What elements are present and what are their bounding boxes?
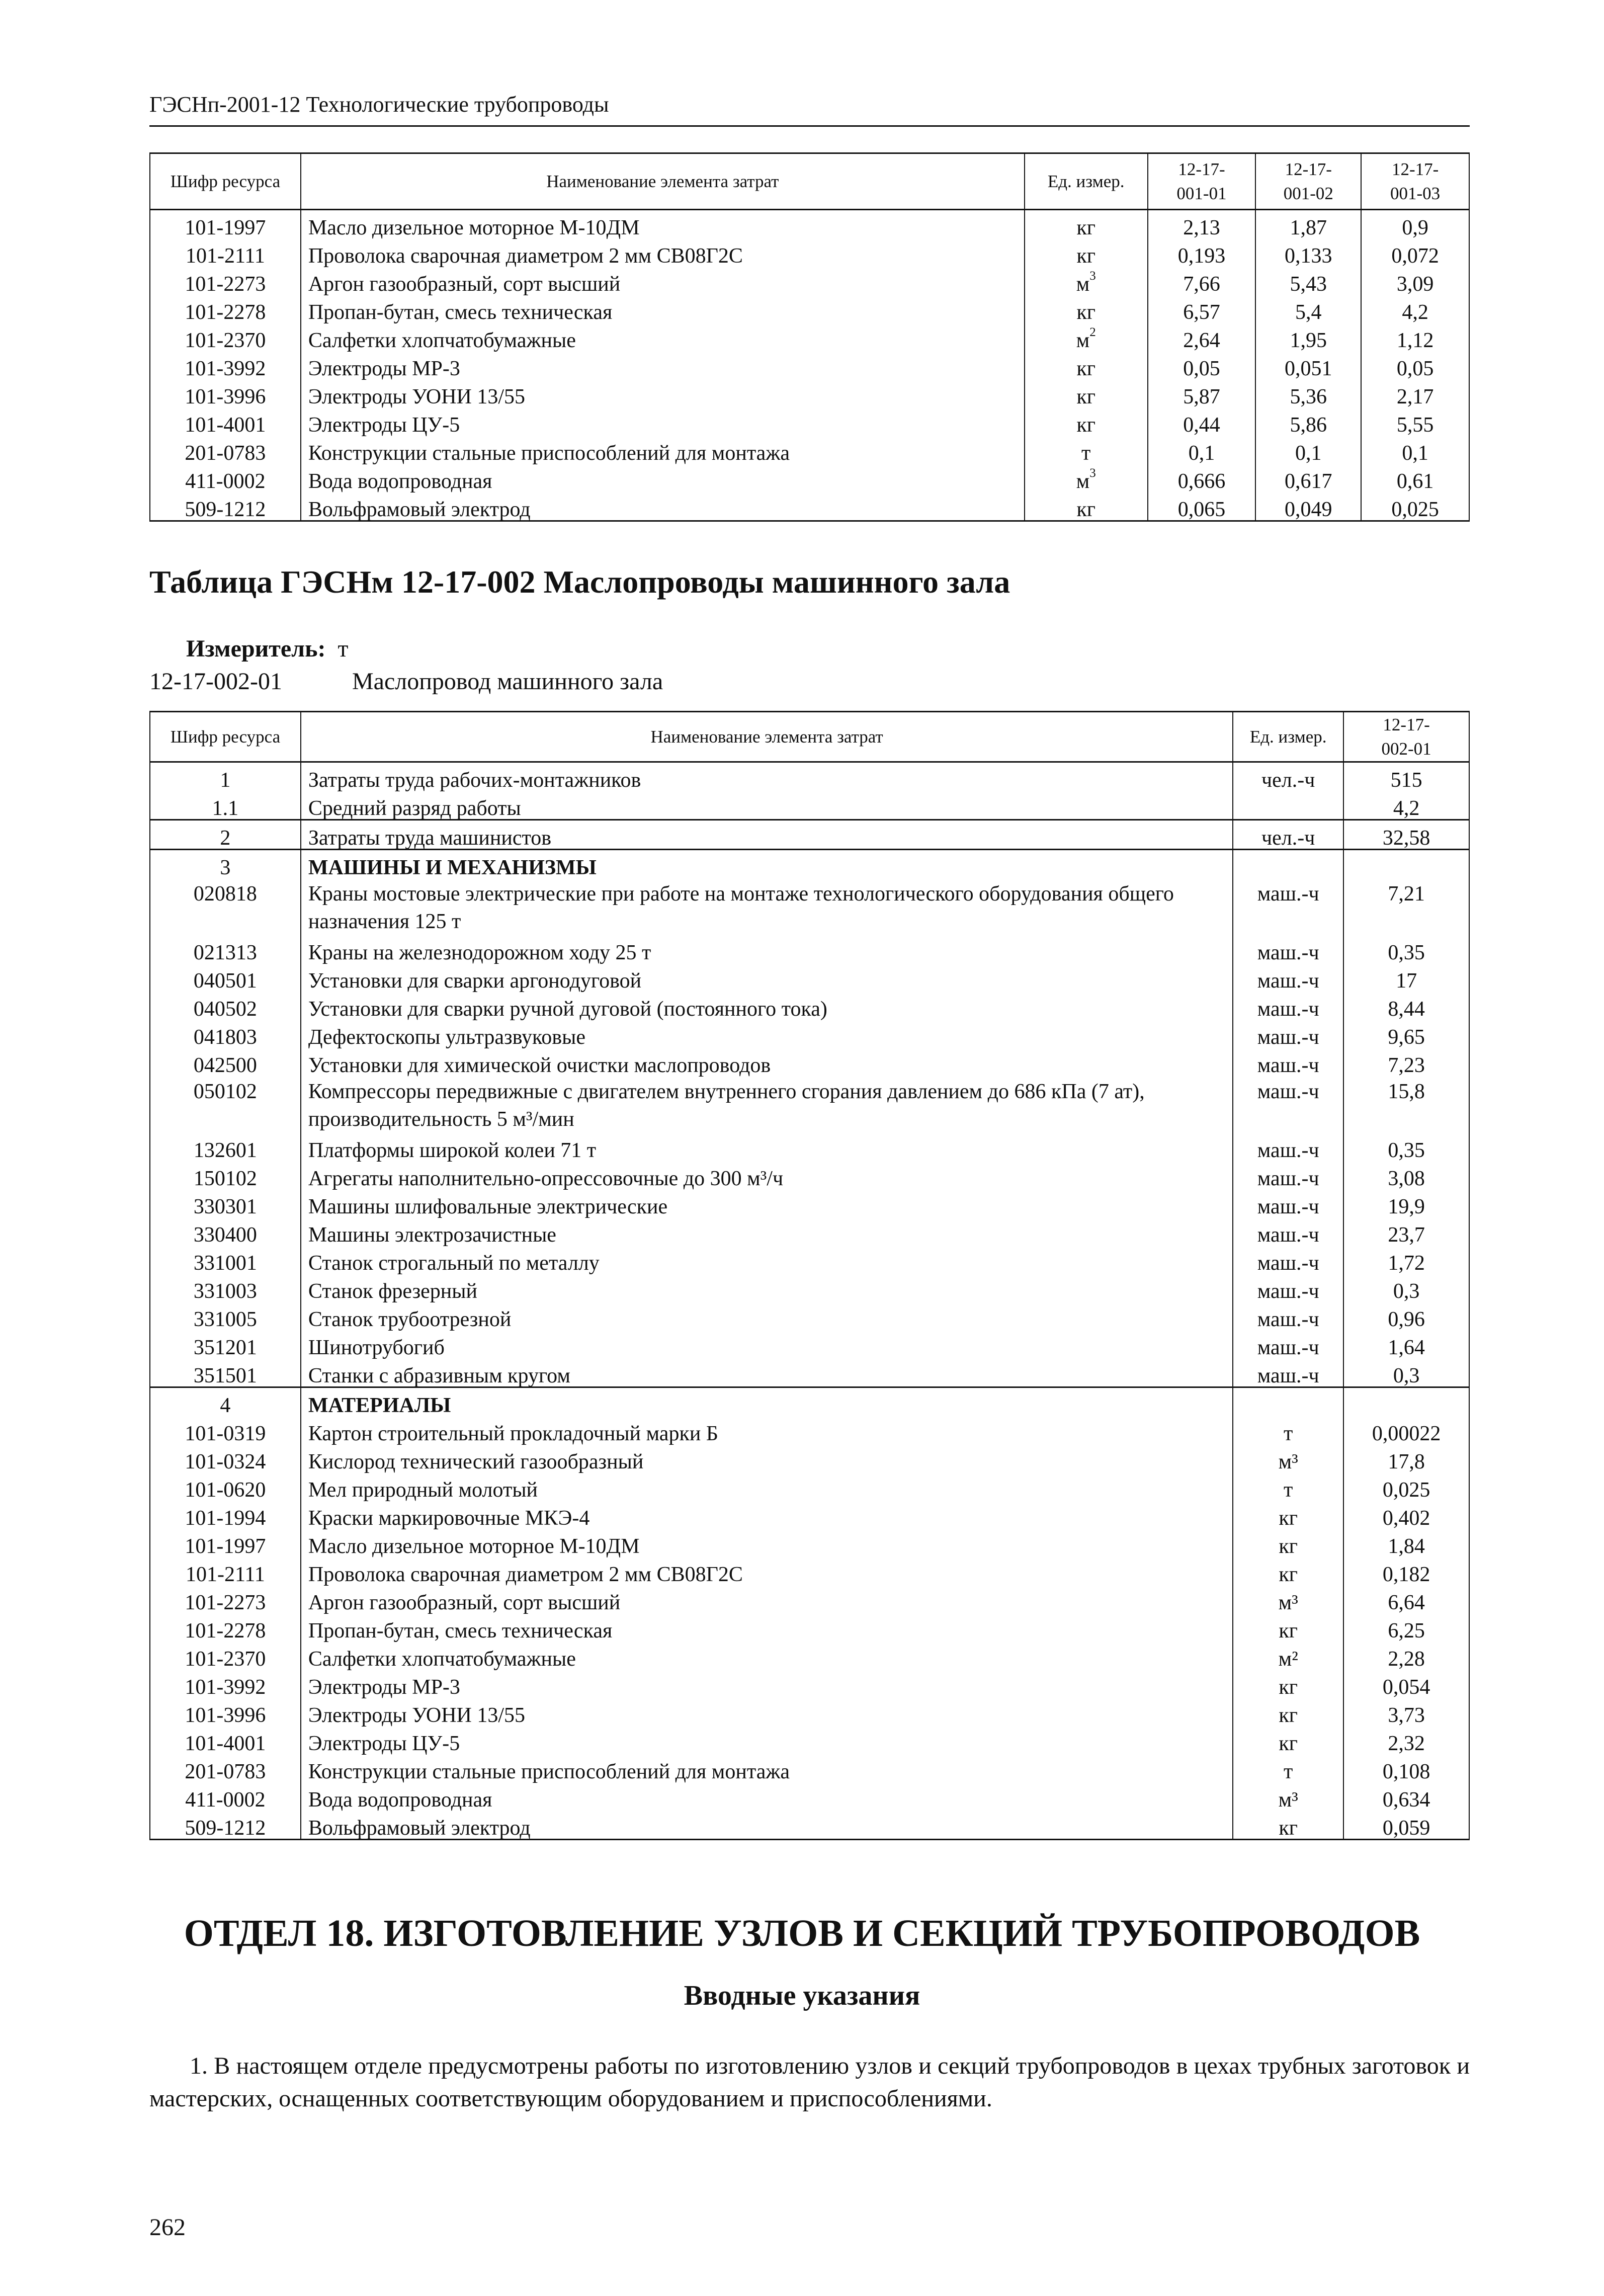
value-cell-002-01: 0,402 xyxy=(1343,1501,1469,1529)
unit-cell xyxy=(1025,210,1148,239)
unit-text: м xyxy=(1076,470,1090,493)
table-row xyxy=(150,1529,1469,1557)
unit-cell xyxy=(1025,351,1148,379)
unit-cell xyxy=(1233,850,1343,879)
resource-code-cell: 101-3996 xyxy=(150,379,301,407)
resource-code-cell: 3 xyxy=(150,850,301,879)
resource-name-cell: Машины электрозачистные xyxy=(301,1217,1233,1246)
table-row xyxy=(150,992,1469,1020)
resource-name-cell: Электроды МР-3 xyxy=(301,351,1025,379)
table-row xyxy=(150,1444,1469,1472)
unit-cell: т xyxy=(1233,1754,1343,1782)
unit-text: кг xyxy=(1076,244,1096,268)
value-cell-001-01: 0,05 xyxy=(1148,351,1256,379)
table-row xyxy=(150,1274,1469,1302)
unit-cell: маш.-ч xyxy=(1233,1189,1343,1217)
measure-value: т xyxy=(337,635,349,662)
table-row xyxy=(150,407,1469,436)
unit-cell: чел.-ч xyxy=(1233,820,1343,850)
resource-code-cell: 330301 xyxy=(150,1189,301,1217)
unit-cell xyxy=(1025,407,1148,436)
value-cell-002-01: 4,2 xyxy=(1343,791,1469,820)
resource-name-cell: Пропан-бутан, смесь техническая xyxy=(301,1613,1233,1642)
unit-cell: маш.-ч xyxy=(1233,1302,1343,1330)
unit-cell: т xyxy=(1233,1472,1343,1501)
value-cell-001-03: 0,05 xyxy=(1361,351,1469,379)
unit-cell: кг xyxy=(1233,1613,1343,1642)
resource-name-cell: Проволока сварочная диаметром 2 мм СВ08Г2С xyxy=(301,238,1025,267)
table-row xyxy=(150,267,1469,295)
resource-name-cell: Салфетки хлопчатобумажные xyxy=(301,323,1025,351)
value-cell-001-02: 0,133 xyxy=(1255,238,1361,267)
resource-code-cell: 101-0620 xyxy=(150,1472,301,1501)
unit-cell: маш.-ч xyxy=(1233,935,1343,963)
resource-name-cell: Кислород технический газообразный xyxy=(301,1444,1233,1472)
resource-name-cell: Краны мостовые электрические при работе на монтаже технологического оборудования общего назначения 125 т xyxy=(301,878,1233,935)
value-cell-001-01: 0,666 xyxy=(1148,464,1256,492)
resource-name-cell: Электроды ЦУ-5 xyxy=(301,407,1025,436)
unit-text: кг xyxy=(1076,357,1096,380)
unit-cell: маш.-ч xyxy=(1233,1330,1343,1358)
table-row xyxy=(150,436,1469,464)
table-row xyxy=(150,1416,1469,1444)
resource-name-cell: Масло дизельное моторное М-10ДМ xyxy=(301,1529,1233,1557)
resource-name-cell: Проволока сварочная диаметром 2 мм СВ08Г2С xyxy=(301,1557,1233,1585)
unit-text: кг xyxy=(1076,498,1096,521)
unit-text: т xyxy=(1081,442,1091,465)
resource-name-cell: Агрегаты наполнительно-опрессовочные до 300 м³/ч xyxy=(301,1161,1233,1189)
value-cell-002-01: 0,054 xyxy=(1343,1670,1469,1698)
resource-code-cell: 351201 xyxy=(150,1330,301,1358)
resource-code-cell: 101-3996 xyxy=(150,1698,301,1726)
unit-cell: маш.-ч xyxy=(1233,1133,1343,1161)
resource-code-cell: 101-2273 xyxy=(150,1585,301,1613)
resource-code-cell: 201-0783 xyxy=(150,1754,301,1782)
unit-cell: кг xyxy=(1233,1529,1343,1557)
value-cell-001-02: 5,4 xyxy=(1255,295,1361,323)
resource-code-cell: 101-3992 xyxy=(150,351,301,379)
table-row xyxy=(150,1302,1469,1330)
page-number: 262 xyxy=(149,2214,186,2241)
resource-code-cell: 201-0783 xyxy=(150,436,301,464)
value-cell-002-01: 7,21 xyxy=(1343,878,1469,935)
col-header-unit: Ед. измер. xyxy=(1025,153,1148,210)
value-cell-002-01: 0,00022 xyxy=(1343,1416,1469,1444)
resource-name-cell: Станки с абразивным кругом xyxy=(301,1358,1233,1387)
value-cell-001-02: 0,049 xyxy=(1255,492,1361,521)
table-header-row xyxy=(150,153,1469,210)
value-cell-001-02: 0,051 xyxy=(1255,351,1361,379)
value-cell-001-01: 7,66 xyxy=(1148,267,1256,295)
col-header-v1: 12-17- 002-01 xyxy=(1343,712,1469,762)
table-row xyxy=(150,492,1469,521)
resource-code-cell: 132601 xyxy=(150,1133,301,1161)
unit-cell: кг xyxy=(1233,1811,1343,1840)
resource-name-cell: Вольфрамовый электрод xyxy=(301,1811,1233,1840)
table-row xyxy=(150,1133,1469,1161)
unit-cell: маш.-ч xyxy=(1233,963,1343,992)
value-cell-001-01: 0,44 xyxy=(1148,407,1256,436)
unit-exponent: 3 xyxy=(1089,466,1096,480)
unit-cell: маш.-ч xyxy=(1233,1246,1343,1274)
value-cell-002-01: 0,3 xyxy=(1343,1274,1469,1302)
resource-name-cell: Затраты труда машинистов xyxy=(301,820,1233,850)
value-cell-001-03: 1,12 xyxy=(1361,323,1469,351)
resource-name-cell: Станок строгальный по металлу xyxy=(301,1246,1233,1274)
resource-name-cell: Конструкции стальные приспособлений для монтажа xyxy=(301,1754,1233,1782)
resource-name-cell: Станок фрезерный xyxy=(301,1274,1233,1302)
unit-cell: м² xyxy=(1233,1642,1343,1670)
resource-code-cell: 411-0002 xyxy=(150,464,301,492)
resource-name-cell: Мел природный молотый xyxy=(301,1472,1233,1501)
resource-code-cell: 021313 xyxy=(150,935,301,963)
unit-cell: кг xyxy=(1233,1698,1343,1726)
resource-code-cell: 411-0002 xyxy=(150,1782,301,1811)
value-cell-002-01: 0,182 xyxy=(1343,1557,1469,1585)
value-cell-002-01: 3,73 xyxy=(1343,1698,1469,1726)
table-row xyxy=(150,238,1469,267)
unit-cell: маш.-ч xyxy=(1233,1274,1343,1302)
resource-code-cell: 351501 xyxy=(150,1358,301,1387)
table-row xyxy=(150,1020,1469,1048)
unit-cell xyxy=(1233,791,1343,820)
resource-name-cell: Электроды УОНИ 13/55 xyxy=(301,1698,1233,1726)
unit-cell: маш.-ч xyxy=(1233,1020,1343,1048)
resource-name-cell: Машины шлифовальные электрические xyxy=(301,1189,1233,1217)
resource-code-cell: 101-1994 xyxy=(150,1501,301,1529)
value-cell-002-01: 9,65 xyxy=(1343,1020,1469,1048)
value-cell-002-01: 0,108 xyxy=(1343,1754,1469,1782)
value-cell-001-02: 1,87 xyxy=(1255,210,1361,239)
unit-text: м xyxy=(1076,273,1090,296)
table-row xyxy=(150,295,1469,323)
resource-name-cell: Станок трубоотрезной xyxy=(301,1302,1233,1330)
unit-cell xyxy=(1025,464,1148,492)
table-row xyxy=(150,1472,1469,1501)
value-cell-002-01: 515 xyxy=(1343,762,1469,791)
table-row xyxy=(150,1048,1469,1076)
table-row xyxy=(150,1698,1469,1726)
resource-code-cell: 101-3992 xyxy=(150,1670,301,1698)
resource-code-cell: 1.1 xyxy=(150,791,301,820)
value-cell-001-01: 5,87 xyxy=(1148,379,1256,407)
resource-code-cell: 150102 xyxy=(150,1161,301,1189)
resource-name-cell: Затраты труда рабочих-монтажников xyxy=(301,762,1233,791)
resource-code-cell: 050102 xyxy=(150,1076,301,1133)
resource-code-cell: 330400 xyxy=(150,1217,301,1246)
col-header-unit: Ед. измер. xyxy=(1233,712,1343,762)
value-cell-002-01: 19,9 xyxy=(1343,1189,1469,1217)
value-cell-002-01: 6,64 xyxy=(1343,1585,1469,1613)
table-row xyxy=(150,963,1469,992)
resource-code-cell: 101-1997 xyxy=(150,210,301,239)
table-row xyxy=(150,210,1469,239)
resource-code-cell: 2 xyxy=(150,820,301,850)
value-cell-001-03: 0,1 xyxy=(1361,436,1469,464)
resource-code-cell: 331005 xyxy=(150,1302,301,1330)
value-cell-002-01: 17 xyxy=(1343,963,1469,992)
resource-code-cell: 101-4001 xyxy=(150,407,301,436)
resource-code-cell: 101-2273 xyxy=(150,267,301,295)
resource-name-cell: Установки для химической очистки маслопроводов xyxy=(301,1048,1233,1076)
value-cell-001-02: 0,1 xyxy=(1255,436,1361,464)
unit-cell xyxy=(1025,492,1148,521)
value-cell-001-03: 5,55 xyxy=(1361,407,1469,436)
value-cell-002-01 xyxy=(1343,850,1469,879)
value-cell-002-01: 1,64 xyxy=(1343,1330,1469,1358)
value-cell-001-01: 0,193 xyxy=(1148,238,1256,267)
unit-text: кг xyxy=(1076,385,1096,408)
table-row xyxy=(150,1811,1469,1840)
value-cell-001-02: 1,95 xyxy=(1255,323,1361,351)
col-header-v3: 12-17- 001-03 xyxy=(1361,153,1469,210)
table-row xyxy=(150,1642,1469,1670)
col-header-code: Шифр ресурса xyxy=(150,712,301,762)
table-row xyxy=(150,935,1469,963)
unit-cell xyxy=(1025,238,1148,267)
table-row xyxy=(150,1246,1469,1274)
resource-code-cell: 4 xyxy=(150,1387,301,1417)
resource-name-cell: Аргон газообразный, сорт высший xyxy=(301,267,1025,295)
resource-code-cell: 101-2111 xyxy=(150,1557,301,1585)
col-header-code: Шифр ресурса xyxy=(150,153,301,210)
resource-code-cell: 041803 xyxy=(150,1020,301,1048)
resource-code-cell: 042500 xyxy=(150,1048,301,1076)
unit-text: кг xyxy=(1076,301,1096,324)
unit-cell xyxy=(1025,323,1148,351)
table-row xyxy=(150,1330,1469,1358)
unit-text: м xyxy=(1076,329,1090,352)
measure-line xyxy=(186,635,348,663)
value-cell-002-01: 0,634 xyxy=(1343,1782,1469,1811)
resource-name-cell: Краны на железнодорожном ходу 25 т xyxy=(301,935,1233,963)
table-header-row xyxy=(150,712,1469,762)
unit-cell: маш.-ч xyxy=(1233,1161,1343,1189)
value-cell-002-01: 32,58 xyxy=(1343,820,1469,850)
table-row xyxy=(150,1585,1469,1613)
resource-code-cell: 101-4001 xyxy=(150,1726,301,1754)
unit-cell: маш.-ч xyxy=(1233,878,1343,935)
table-row xyxy=(150,762,1469,791)
value-cell-002-01: 0,059 xyxy=(1343,1811,1469,1840)
value-cell-002-01: 1,72 xyxy=(1343,1246,1469,1274)
resource-name-cell: Электроды УОНИ 13/55 xyxy=(301,379,1025,407)
resource-name-cell: МАШИНЫ И МЕХАНИЗМЫ xyxy=(301,850,1233,879)
resource-name-cell: Электроды ЦУ-5 xyxy=(301,1726,1233,1754)
resource-code-cell: 101-0324 xyxy=(150,1444,301,1472)
table-row xyxy=(150,351,1469,379)
col-header-name: Наименование элемента затрат xyxy=(301,712,1233,762)
value-cell-002-01: 2,32 xyxy=(1343,1726,1469,1754)
resource-name-cell: МАТЕРИАЛЫ xyxy=(301,1387,1233,1417)
measure-label: Измеритель: xyxy=(186,635,326,662)
value-cell-001-02: 0,617 xyxy=(1255,464,1361,492)
value-cell-001-03: 0,61 xyxy=(1361,464,1469,492)
value-cell-002-01: 1,84 xyxy=(1343,1529,1469,1557)
value-cell-002-01: 3,08 xyxy=(1343,1161,1469,1189)
unit-cell: кг xyxy=(1233,1557,1343,1585)
unit-cell xyxy=(1025,436,1148,464)
value-cell-002-01: 0,35 xyxy=(1343,1133,1469,1161)
unit-exponent: 3 xyxy=(1089,269,1096,283)
resource-name-cell: Дефектоскопы ультразвуковые xyxy=(301,1020,1233,1048)
resource-code-cell: 101-2111 xyxy=(150,238,301,267)
value-cell-001-03: 2,17 xyxy=(1361,379,1469,407)
value-cell-002-01: 23,7 xyxy=(1343,1217,1469,1246)
table-row xyxy=(150,1754,1469,1782)
resource-code-cell: 101-2278 xyxy=(150,295,301,323)
value-cell-002-01: 0,35 xyxy=(1343,935,1469,963)
unit-cell xyxy=(1025,295,1148,323)
table-row xyxy=(150,1161,1469,1189)
value-cell-002-01: 8,44 xyxy=(1343,992,1469,1020)
value-cell-001-03: 4,2 xyxy=(1361,295,1469,323)
table-row xyxy=(150,1670,1469,1698)
unit-cell: т xyxy=(1233,1416,1343,1444)
value-cell-001-01: 2,64 xyxy=(1148,323,1256,351)
value-cell-001-02: 5,43 xyxy=(1255,267,1361,295)
value-cell-001-01: 2,13 xyxy=(1148,210,1256,239)
resource-name-cell: Конструкции стальные приспособлений для монтажа xyxy=(301,436,1025,464)
value-cell-001-03: 0,072 xyxy=(1361,238,1469,267)
value-cell-002-01: 0,3 xyxy=(1343,1358,1469,1387)
unit-cell: маш.-ч xyxy=(1233,1076,1343,1133)
table-row xyxy=(150,1217,1469,1246)
resource-code-cell: 020818 xyxy=(150,878,301,935)
table-row xyxy=(150,1557,1469,1585)
col-header-v1: 12-17- 001-01 xyxy=(1148,153,1256,210)
resource-name-cell: Масло дизельное моторное М-10ДМ xyxy=(301,210,1025,239)
resource-table-002 xyxy=(149,711,1470,1840)
table-row xyxy=(150,1726,1469,1754)
unit-text: кг xyxy=(1076,216,1096,239)
table-row xyxy=(150,379,1469,407)
unit-cell: м³ xyxy=(1233,1585,1343,1613)
resource-name-cell: Вода водопроводная xyxy=(301,464,1025,492)
resource-code-cell: 101-2278 xyxy=(150,1613,301,1642)
table2-title: Таблица ГЭСНм 12-17-002 Маслопроводы машинного зала xyxy=(149,564,1010,600)
value-cell-001-01: 6,57 xyxy=(1148,295,1256,323)
value-cell-001-01: 0,065 xyxy=(1148,492,1256,521)
unit-cell: маш.-ч xyxy=(1233,1358,1343,1387)
running-header: ГЭСНп-2001-12 Технологические трубопроводы xyxy=(149,92,609,117)
col-header-name: Наименование элемента затрат xyxy=(301,153,1025,210)
section-subtitle: Вводные указания xyxy=(684,1980,920,2011)
resource-code-cell: 1 xyxy=(150,762,301,791)
resource-code-cell: 101-2370 xyxy=(150,1642,301,1670)
col-header-v2: 12-17- 001-02 xyxy=(1255,153,1361,210)
unit-cell: м³ xyxy=(1233,1444,1343,1472)
value-cell-001-03: 0,9 xyxy=(1361,210,1469,239)
value-cell-001-02: 5,36 xyxy=(1255,379,1361,407)
table-row xyxy=(150,878,1469,935)
unit-cell xyxy=(1025,379,1148,407)
resource-name-cell: Средний разряд работы xyxy=(301,791,1233,820)
unit-cell: чел.-ч xyxy=(1233,762,1343,791)
table-row xyxy=(150,1189,1469,1217)
resource-name-cell: Компрессоры передвижные с двигателем внутреннего сгорания давлением до 686 кПа (7 ат), производительность 5 м³/мин xyxy=(301,1076,1233,1133)
unit-cell: маш.-ч xyxy=(1233,1217,1343,1246)
resource-name-cell: Пропан-бутан, смесь техническая xyxy=(301,295,1025,323)
resource-name-cell: Вода водопроводная xyxy=(301,1782,1233,1811)
unit-cell xyxy=(1025,267,1148,295)
unit-cell: м³ xyxy=(1233,1782,1343,1811)
resource-code-cell: 331001 xyxy=(150,1246,301,1274)
resource-code-cell: 509-1212 xyxy=(150,1811,301,1840)
resource-code-cell: 101-0319 xyxy=(150,1416,301,1444)
resource-name-cell: Установки для сварки ручной дуговой (постоянного тока) xyxy=(301,992,1233,1020)
table-row xyxy=(150,791,1469,820)
resource-code-cell: 040502 xyxy=(150,992,301,1020)
table-row xyxy=(150,1076,1469,1133)
header-rule xyxy=(149,125,1470,127)
resource-name-cell: Платформы широкой колеи 71 т xyxy=(301,1133,1233,1161)
resource-table-001 xyxy=(149,152,1470,522)
unit-cell: кг xyxy=(1233,1726,1343,1754)
value-cell-002-01: 0,96 xyxy=(1343,1302,1469,1330)
table-row xyxy=(150,323,1469,351)
resource-name-cell: Картон строительный прокладочный марки Б xyxy=(301,1416,1233,1444)
value-cell-002-01: 2,28 xyxy=(1343,1642,1469,1670)
resource-name-cell: Шинотрубогиб xyxy=(301,1330,1233,1358)
table-row xyxy=(150,1358,1469,1387)
resource-name-cell: Вольфрамовый электрод xyxy=(301,492,1025,521)
unit-exponent: 2 xyxy=(1089,325,1096,339)
value-cell-002-01: 6,25 xyxy=(1343,1613,1469,1642)
unit-text: кг xyxy=(1076,414,1096,437)
resource-code-cell: 509-1212 xyxy=(150,492,301,521)
unit-cell: маш.-ч xyxy=(1233,992,1343,1020)
resource-name-cell: Салфетки хлопчатобумажные xyxy=(301,1642,1233,1670)
unit-cell xyxy=(1233,1387,1343,1417)
section-paragraph: 1. В настоящем отделе предусмотрены работы по изготовлению узлов и секций трубопроводов в цехах трубных заготовок и мастерских, оснащенных соответствующим оборудованием и приспособлениями. xyxy=(149,2053,1470,2112)
table-row xyxy=(150,464,1469,492)
value-cell-002-01: 17,8 xyxy=(1343,1444,1469,1472)
value-cell-001-03: 0,025 xyxy=(1361,492,1469,521)
resource-code-cell: 101-1997 xyxy=(150,1529,301,1557)
value-cell-002-01: 7,23 xyxy=(1343,1048,1469,1076)
resource-name-cell: Электроды МР-3 xyxy=(301,1670,1233,1698)
resource-code-cell: 331003 xyxy=(150,1274,301,1302)
value-cell-002-01: 15,8 xyxy=(1343,1076,1469,1133)
subitem-code: 12-17-002-01 xyxy=(149,668,282,695)
resource-name-cell: Установки для сварки аргонодуговой xyxy=(301,963,1233,992)
value-cell-002-01: 0,025 xyxy=(1343,1472,1469,1501)
section-title: ОТДЕЛ 18. ИЗГОТОВЛЕНИЕ УЗЛОВ И СЕКЦИЙ ТРУБОПРОВОДОВ xyxy=(184,1912,1420,1954)
section-row xyxy=(150,850,1469,879)
resource-name-cell: Краски маркировочные МКЭ-4 xyxy=(301,1501,1233,1529)
resource-name-cell: Аргон газообразный, сорт высший xyxy=(301,1585,1233,1613)
value-cell-001-03: 3,09 xyxy=(1361,267,1469,295)
value-cell-002-01 xyxy=(1343,1387,1469,1417)
unit-cell: кг xyxy=(1233,1501,1343,1529)
resource-code-cell: 101-2370 xyxy=(150,323,301,351)
subitem-name: Маслопровод машинного зала xyxy=(352,668,663,695)
section-row xyxy=(150,1387,1469,1417)
resource-code-cell: 040501 xyxy=(150,963,301,992)
value-cell-001-02: 5,86 xyxy=(1255,407,1361,436)
unit-cell: кг xyxy=(1233,1670,1343,1698)
table-row xyxy=(150,1501,1469,1529)
value-cell-001-01: 0,1 xyxy=(1148,436,1256,464)
table-row xyxy=(150,1782,1469,1811)
table-row xyxy=(150,820,1469,850)
unit-cell: маш.-ч xyxy=(1233,1048,1343,1076)
table-row xyxy=(150,1613,1469,1642)
